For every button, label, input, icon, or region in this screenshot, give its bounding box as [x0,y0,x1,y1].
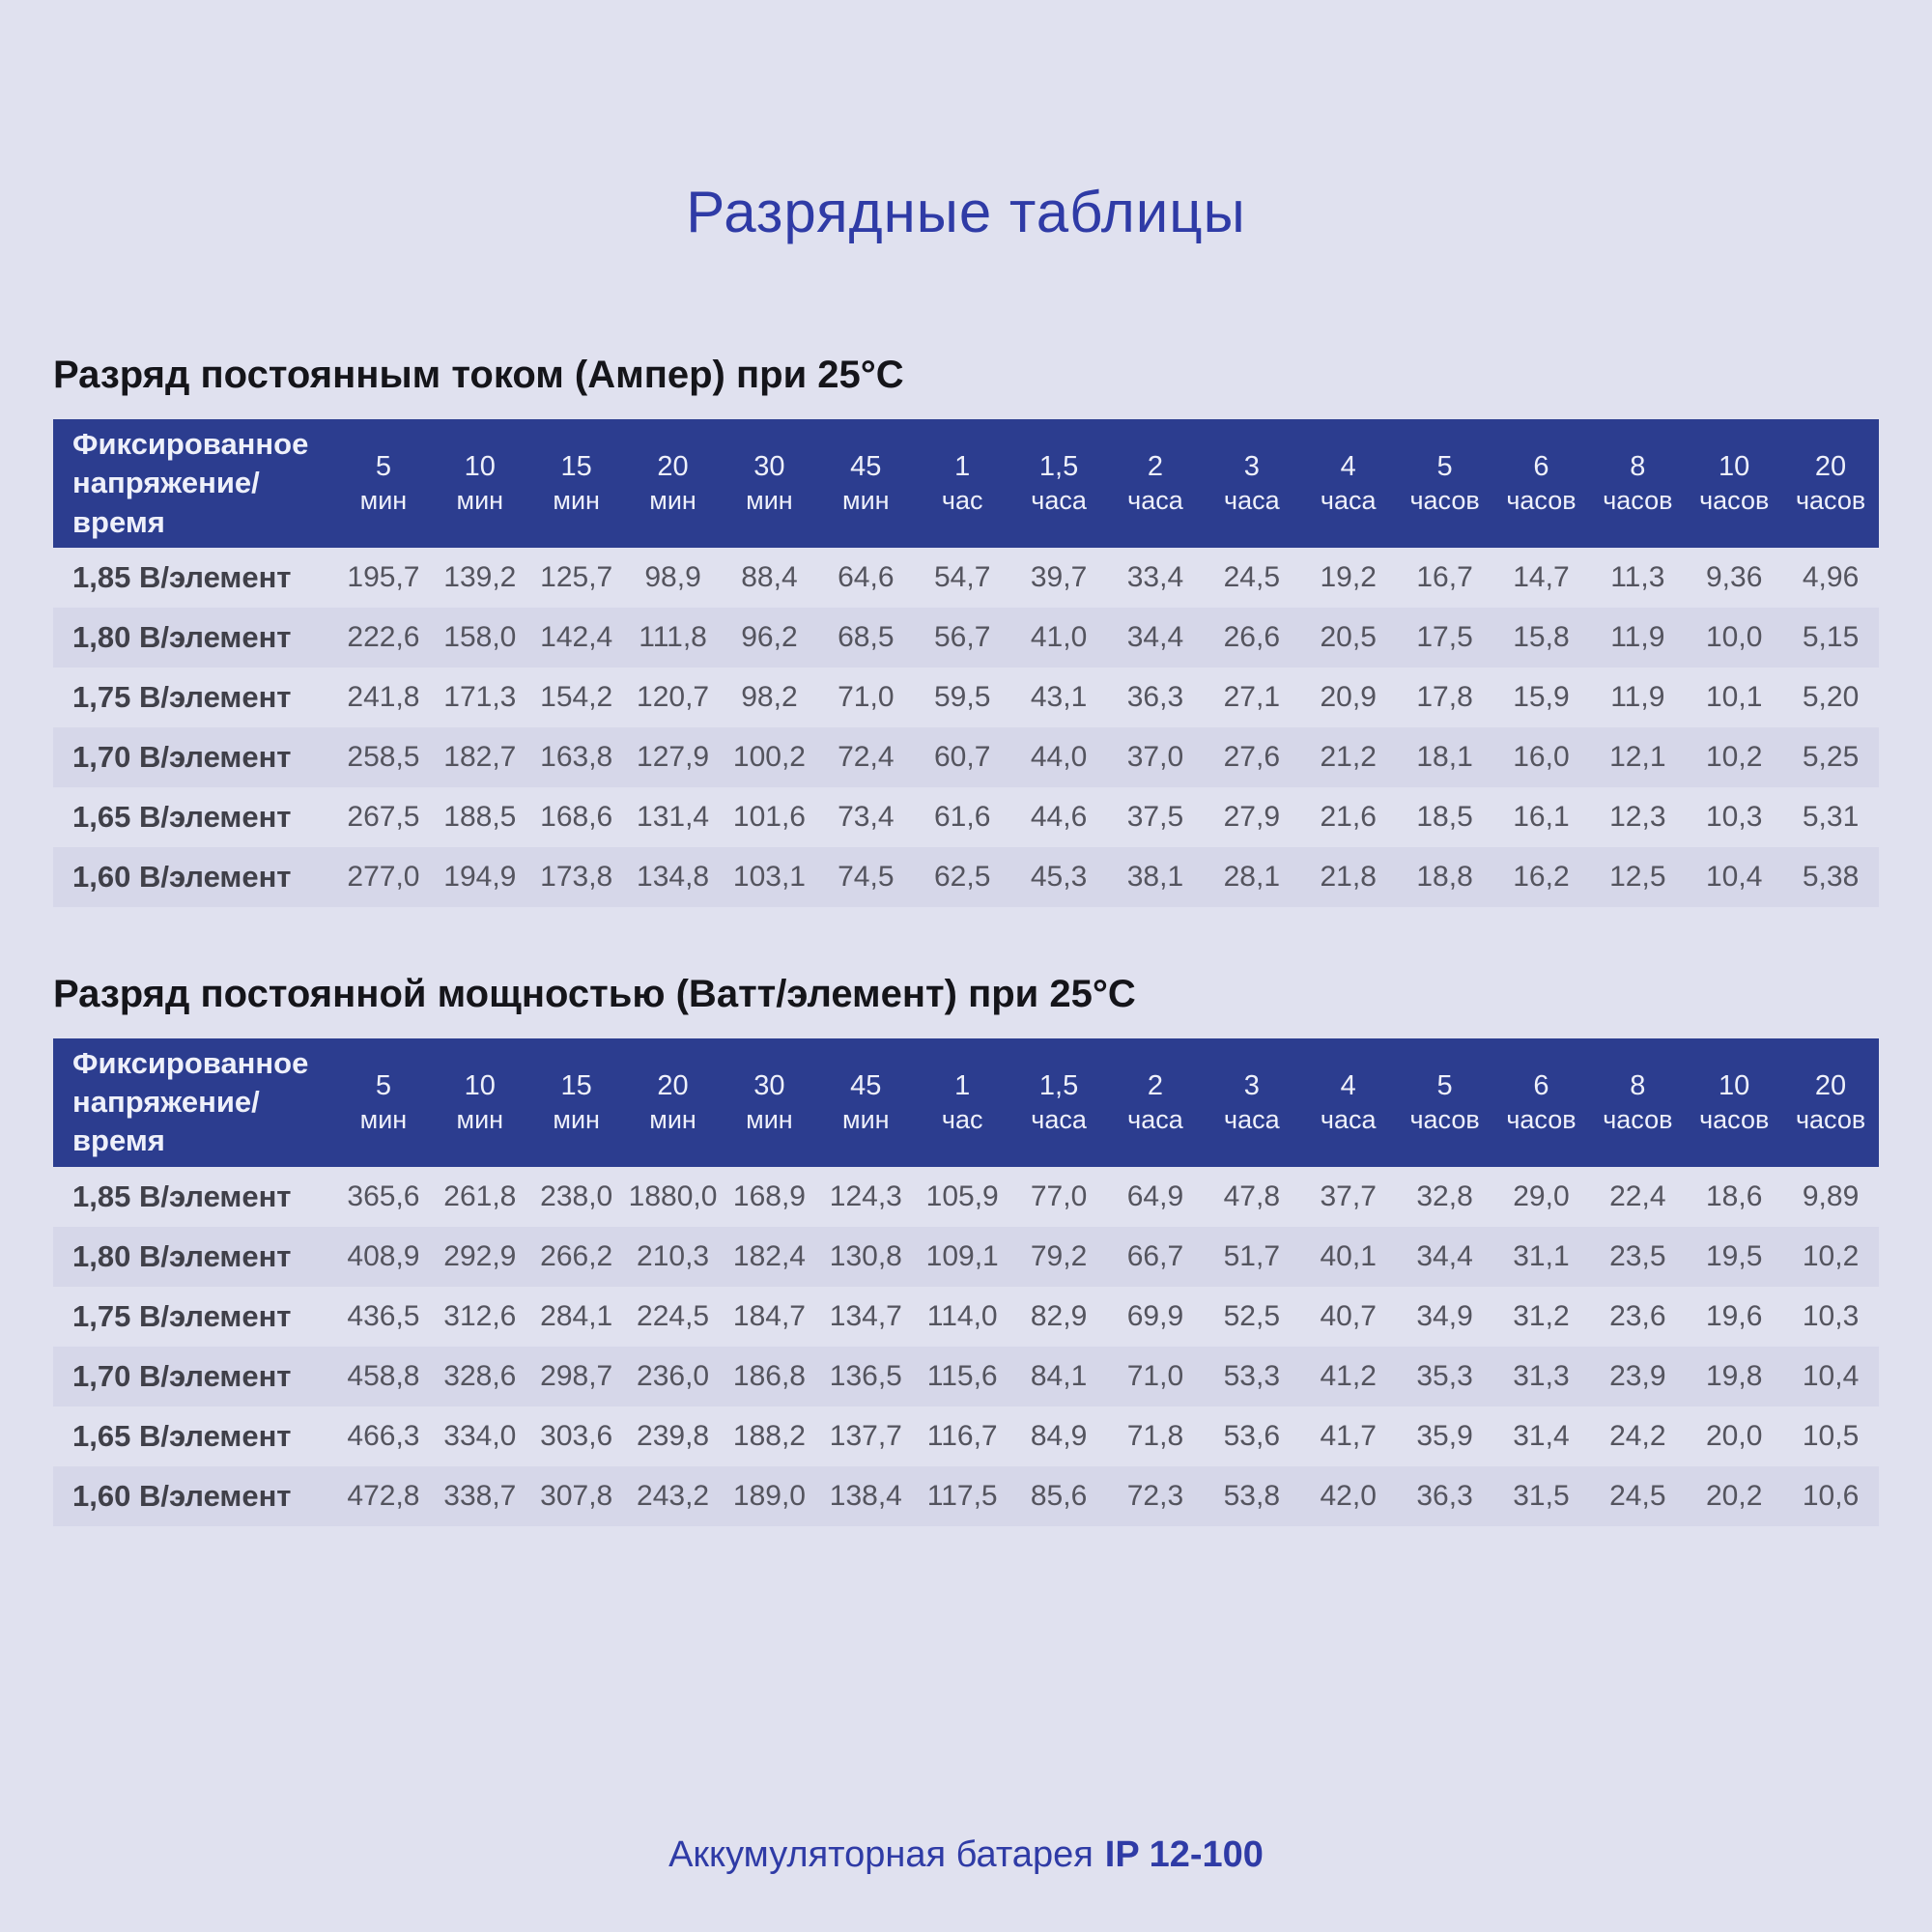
value-cell: 239,8 [637,1419,710,1452]
value-cell: 16,7 [1416,560,1473,593]
value-cell: 168,6 [540,800,613,833]
time-column-header: 10 мин [432,1038,528,1167]
row-label: 1,85 В/элемент [72,559,292,594]
value-cell: 137,7 [829,1419,902,1452]
value-cell: 66,7 [1126,1239,1184,1272]
row-label: 1,80 В/элемент [72,619,292,654]
value-cell: 16,2 [1513,860,1570,893]
value-cell: 18,5 [1416,800,1473,833]
time-column-header: 15 мин [528,1038,625,1167]
value-cell: 96,2 [741,620,798,653]
value-cell: 21,2 [1320,740,1377,773]
value-cell: 37,5 [1126,800,1184,833]
value-cell: 303,6 [540,1419,613,1452]
table-row [53,847,1879,907]
value-cell: 4,96 [1802,560,1860,593]
value-cell: 224,5 [637,1299,710,1332]
discharge-power-table [53,1038,1879,1526]
row-label: 1,75 В/элемент [72,679,292,714]
value-cell: 10,6 [1802,1479,1860,1512]
value-cell: 365,6 [347,1179,420,1212]
value-cell: 116,7 [926,1419,998,1452]
time-column-header: 10 часов [1686,419,1782,548]
time-column-header: 10 часов [1686,1038,1782,1167]
value-cell: 154,2 [540,680,613,713]
value-cell: 72,3 [1126,1479,1184,1512]
value-cell: 20,2 [1705,1479,1763,1512]
value-cell: 115,6 [926,1359,998,1392]
value-cell: 124,3 [829,1179,902,1212]
value-cell: 29,0 [1513,1179,1570,1212]
value-cell: 111,8 [639,620,707,653]
value-cell: 277,0 [347,860,420,893]
value-cell: 43,1 [1030,680,1088,713]
value-cell: 307,8 [540,1479,613,1512]
value-cell: 64,9 [1126,1179,1184,1212]
value-cell: 10,4 [1705,860,1763,893]
time-column-header: 6 часов [1493,1038,1590,1167]
value-cell: 292,9 [443,1239,517,1272]
value-cell: 182,4 [732,1239,806,1272]
value-cell: 31,3 [1513,1359,1570,1392]
value-cell: 53,8 [1223,1479,1280,1512]
value-cell: 236,0 [637,1359,710,1392]
value-cell: 19,6 [1705,1299,1763,1332]
value-cell: 12,3 [1609,800,1666,833]
value-cell: 52,5 [1223,1299,1280,1332]
value-cell: 34,4 [1126,620,1184,653]
value-cell: 40,1 [1320,1239,1377,1272]
value-cell: 138,4 [829,1479,902,1512]
value-cell: 31,1 [1513,1239,1570,1272]
time-column-header: 10 мин [432,419,528,548]
value-cell: 158,0 [443,620,517,653]
row-label: 1,70 В/элемент [72,739,292,774]
time-column-header: 30 мин [722,1038,818,1167]
footer-model: IP 12-100 [1104,1834,1264,1875]
value-cell: 267,5 [347,800,420,833]
value-cell: 82,9 [1030,1299,1088,1332]
table-row [53,1406,1879,1466]
value-cell: 84,1 [1030,1359,1088,1392]
value-cell: 1880,0 [628,1179,718,1212]
value-cell: 127,9 [637,740,710,773]
value-cell: 31,5 [1513,1479,1570,1512]
value-cell: 18,6 [1705,1179,1763,1212]
value-cell: 71,8 [1126,1419,1184,1452]
value-cell: 54,7 [933,560,991,593]
table-row [53,1466,1879,1526]
value-cell: 35,3 [1416,1359,1473,1392]
time-column-header: 3 часа [1204,1038,1300,1167]
value-cell: 284,1 [540,1299,613,1332]
value-cell: 134,8 [637,860,710,893]
value-cell: 100,2 [732,740,806,773]
value-cell: 15,8 [1513,620,1570,653]
table-row [53,1287,1879,1347]
value-cell: 36,3 [1126,680,1184,713]
value-cell: 32,8 [1416,1179,1473,1212]
time-column-header: 8 часов [1589,1038,1686,1167]
value-cell: 142,4 [540,620,613,653]
value-cell: 117,5 [926,1479,998,1512]
value-cell: 189,0 [732,1479,806,1512]
time-column-header: 2 часа [1107,1038,1204,1167]
value-cell: 36,3 [1416,1479,1473,1512]
value-cell: 62,5 [933,860,991,893]
value-cell: 59,5 [933,680,991,713]
value-cell: 188,2 [732,1419,806,1452]
value-cell: 21,8 [1320,860,1377,893]
value-cell: 338,7 [443,1479,517,1512]
value-cell: 101,6 [732,800,806,833]
value-cell: 12,1 [1609,740,1666,773]
value-cell: 28,1 [1223,860,1280,893]
value-cell: 266,2 [540,1239,613,1272]
table-row [53,1347,1879,1406]
row-label: 1,65 В/элемент [72,1418,292,1453]
time-column-header: 1,5 часа [1010,1038,1107,1167]
table-row [53,727,1879,787]
value-cell: 173,8 [540,860,613,893]
value-cell: 84,9 [1030,1419,1088,1452]
value-cell: 64,6 [838,560,895,593]
value-cell: 60,7 [933,740,991,773]
value-cell: 71,0 [1126,1359,1184,1392]
value-cell: 39,7 [1030,560,1088,593]
value-cell: 42,0 [1320,1479,1377,1512]
value-cell: 9,89 [1802,1179,1860,1212]
value-cell: 10,1 [1705,680,1763,713]
value-cell: 261,8 [443,1179,517,1212]
value-cell: 472,8 [347,1479,420,1512]
row-label: 1,60 В/элемент [72,859,292,894]
row-label: 1,70 В/элемент [72,1358,292,1393]
value-cell: 16,1 [1513,800,1570,833]
value-cell: 103,1 [732,860,806,893]
value-cell: 27,1 [1223,680,1280,713]
value-cell: 23,6 [1609,1299,1666,1332]
value-cell: 98,2 [741,680,798,713]
value-cell: 10,4 [1802,1359,1860,1392]
value-cell: 19,5 [1705,1239,1763,1272]
value-cell: 11,3 [1610,560,1665,593]
value-cell: 17,5 [1416,620,1473,653]
value-cell: 31,4 [1513,1419,1570,1452]
value-cell: 23,9 [1609,1359,1666,1392]
value-cell: 195,7 [347,560,420,593]
value-cell: 184,7 [732,1299,806,1332]
value-cell: 10,3 [1705,800,1763,833]
value-cell: 68,5 [838,620,895,653]
value-cell: 41,2 [1320,1359,1377,1392]
value-cell: 163,8 [540,740,613,773]
footer-text: Аккумуляторная батарея [668,1834,1094,1875]
value-cell: 131,4 [637,800,710,833]
time-column-header: 8 часов [1589,419,1686,548]
time-column-header: 3 часа [1204,419,1300,548]
value-cell: 328,6 [443,1359,517,1392]
value-cell: 436,5 [347,1299,420,1332]
value-cell: 19,2 [1320,560,1377,593]
value-cell: 134,7 [829,1299,902,1332]
value-cell: 5,15 [1802,620,1860,653]
table-row [53,787,1879,847]
value-cell: 38,1 [1126,860,1184,893]
value-cell: 23,5 [1609,1239,1666,1272]
value-cell: 16,0 [1513,740,1570,773]
section-heading-power: Разряд постоянной мощностью (Ватт/элемент) при 25°C [53,972,1136,1015]
value-cell: 130,8 [829,1239,902,1272]
value-cell: 105,9 [925,1179,999,1212]
time-column-header: 20 мин [625,1038,722,1167]
value-cell: 10,0 [1705,620,1763,653]
time-column-header: 45 мин [817,1038,914,1167]
value-cell: 98,9 [644,560,701,593]
value-cell: 12,5 [1609,860,1666,893]
row-label: 1,60 В/элемент [72,1478,292,1513]
value-cell: 5,20 [1802,680,1860,713]
value-cell: 11,9 [1610,680,1665,713]
value-cell: 188,5 [443,800,517,833]
value-cell: 182,7 [443,740,517,773]
value-cell: 238,0 [540,1179,613,1212]
value-cell: 51,7 [1223,1239,1280,1272]
value-cell: 73,4 [838,800,895,833]
value-cell: 24,2 [1609,1419,1666,1452]
table-row [53,1227,1879,1287]
time-column-header: 6 часов [1493,419,1590,548]
table-row [53,668,1879,727]
value-cell: 53,6 [1223,1419,1280,1452]
header-row [53,1038,1879,1167]
header-row [53,419,1879,548]
value-cell: 74,5 [838,860,895,893]
value-cell: 20,9 [1320,680,1377,713]
value-cell: 241,8 [347,680,420,713]
value-cell: 109,1 [925,1239,999,1272]
value-cell: 37,0 [1126,740,1184,773]
value-cell: 5,25 [1802,740,1860,773]
corner-header-cell: Фиксированное напряжение/время [53,1038,335,1167]
value-cell: 136,5 [829,1359,902,1392]
time-column-header: 15 мин [528,419,625,548]
section-heading-current: Разряд постоянным током (Ампер) при 25°C [53,354,904,396]
value-cell: 194,9 [443,860,517,893]
value-cell: 10,2 [1705,740,1763,773]
value-cell: 44,0 [1030,740,1088,773]
value-cell: 210,3 [637,1239,710,1272]
value-cell: 34,4 [1416,1239,1473,1272]
value-cell: 125,7 [540,560,613,593]
row-label: 1,65 В/элемент [72,799,292,834]
value-cell: 27,9 [1223,800,1280,833]
footer [0,1834,1932,1876]
value-cell: 20,0 [1705,1419,1763,1452]
value-cell: 298,7 [540,1359,613,1392]
discharge-current-table [53,419,1879,907]
value-cell: 88,4 [741,560,798,593]
value-cell: 19,8 [1705,1359,1763,1392]
value-cell: 40,7 [1320,1299,1377,1332]
value-cell: 243,2 [637,1479,710,1512]
time-column-header: 1,5 часа [1010,419,1107,548]
value-cell: 18,1 [1416,740,1473,773]
value-cell: 171,3 [443,680,517,713]
value-cell: 61,6 [933,800,991,833]
value-cell: 258,5 [347,740,420,773]
time-column-header: 5 мин [335,1038,432,1167]
value-cell: 120,7 [637,680,710,713]
value-cell: 26,6 [1223,620,1280,653]
time-column-header: 4 часа [1300,419,1397,548]
value-cell: 85,6 [1030,1479,1088,1512]
value-cell: 53,3 [1223,1359,1280,1392]
row-label: 1,85 В/элемент [72,1179,292,1213]
value-cell: 334,0 [443,1419,517,1452]
value-cell: 27,6 [1223,740,1280,773]
value-cell: 56,7 [933,620,991,653]
value-cell: 47,8 [1223,1179,1280,1212]
value-cell: 77,0 [1030,1179,1088,1212]
value-cell: 5,31 [1802,800,1860,833]
value-cell: 408,9 [347,1239,420,1272]
value-cell: 222,6 [347,620,420,653]
value-cell: 466,3 [347,1419,420,1452]
value-cell: 22,4 [1609,1179,1666,1212]
value-cell: 10,2 [1802,1239,1860,1272]
row-label: 1,80 В/элемент [72,1238,292,1273]
time-column-header: 1 час [914,419,1010,548]
table-row [53,608,1879,668]
value-cell: 35,9 [1416,1419,1473,1452]
value-cell: 11,9 [1610,620,1665,653]
value-cell: 312,6 [443,1299,517,1332]
time-column-header: 2 часа [1107,419,1204,548]
value-cell: 69,9 [1126,1299,1184,1332]
time-column-header: 5 мин [335,419,432,548]
value-cell: 21,6 [1320,800,1377,833]
value-cell: 44,6 [1030,800,1088,833]
corner-header-cell: Фиксированное напряжение/время [53,419,335,548]
value-cell: 45,3 [1030,860,1088,893]
time-column-header: 20 часов [1782,1038,1879,1167]
value-cell: 24,5 [1609,1479,1666,1512]
value-cell: 14,7 [1513,560,1570,593]
time-column-header: 30 мин [722,419,818,548]
value-cell: 139,2 [443,560,517,593]
value-cell: 31,2 [1513,1299,1570,1332]
value-cell: 458,8 [347,1359,420,1392]
value-cell: 10,5 [1802,1419,1860,1452]
value-cell: 18,8 [1416,860,1473,893]
row-label: 1,75 В/элемент [72,1298,292,1333]
value-cell: 37,7 [1320,1179,1377,1212]
value-cell: 33,4 [1126,560,1184,593]
value-cell: 72,4 [838,740,895,773]
time-column-header: 45 мин [817,419,914,548]
table-row [53,1167,1879,1227]
value-cell: 41,0 [1030,620,1088,653]
value-cell: 24,5 [1223,560,1280,593]
page-title: Разрядные таблицы [686,180,1246,244]
time-column-header: 4 часа [1300,1038,1397,1167]
table-row [53,548,1879,608]
value-cell: 79,2 [1030,1239,1088,1272]
time-column-header: 1 час [914,1038,1010,1167]
value-cell: 168,9 [732,1179,806,1212]
time-column-header: 5 часов [1397,1038,1493,1167]
value-cell: 15,9 [1513,680,1570,713]
value-cell: 5,38 [1802,860,1860,893]
value-cell: 186,8 [732,1359,806,1392]
time-column-header: 20 часов [1782,419,1879,548]
value-cell: 71,0 [838,680,895,713]
value-cell: 114,0 [926,1299,998,1332]
value-cell: 9,36 [1705,560,1763,593]
time-column-header: 5 часов [1397,419,1493,548]
value-cell: 17,8 [1416,680,1473,713]
value-cell: 41,7 [1320,1419,1377,1452]
value-cell: 10,3 [1802,1299,1860,1332]
time-column-header: 20 мин [625,419,722,548]
value-cell: 34,9 [1416,1299,1473,1332]
value-cell: 20,5 [1320,620,1377,653]
